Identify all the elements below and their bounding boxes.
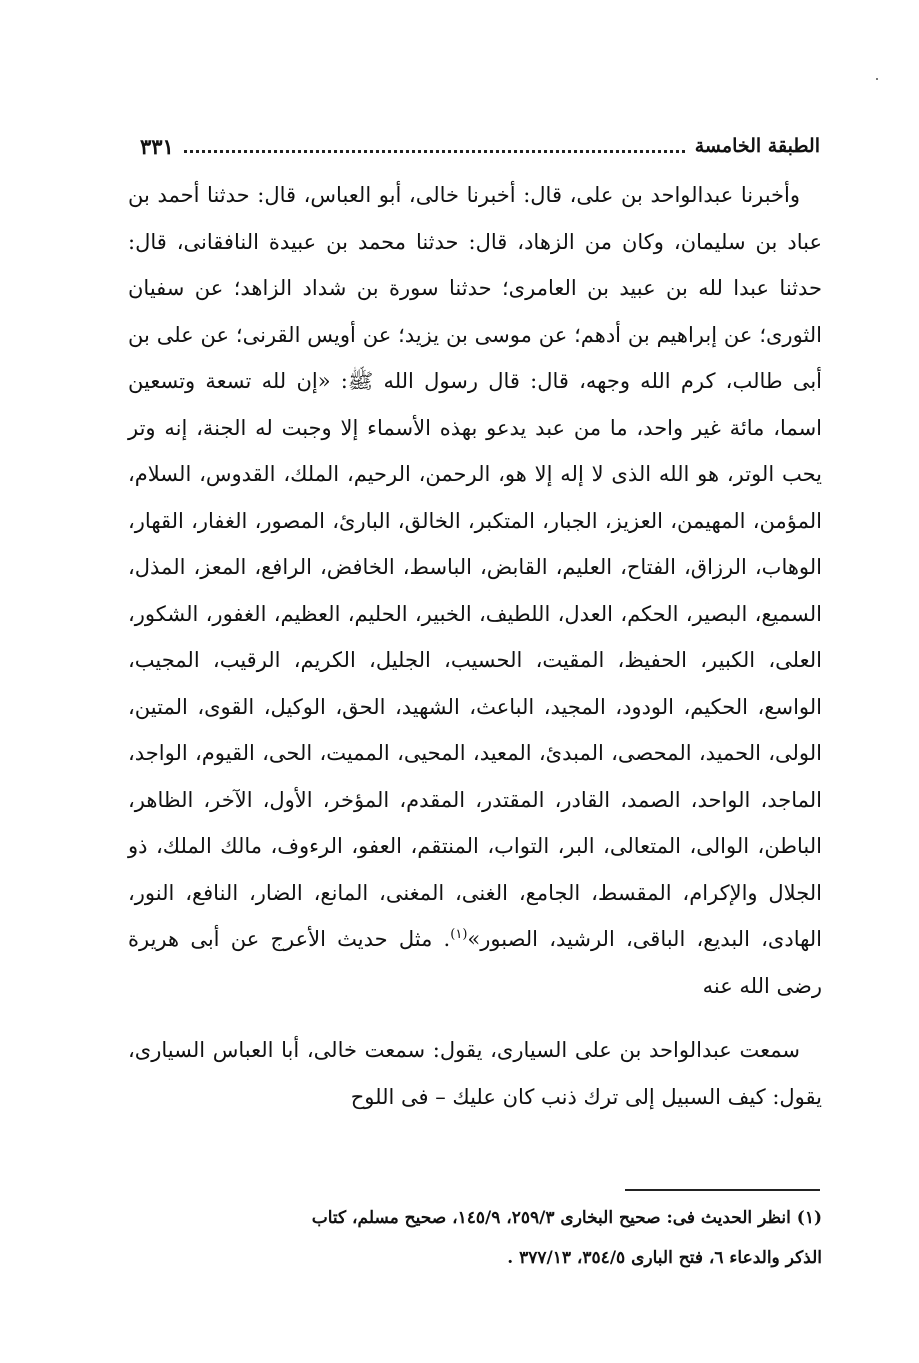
paragraph-1-text: وأخبرنا عبدالواحد بن على، قال: أخبرنا خالى، أبو العباس، قال: حدثنا أحمد بن عباد بن سليمان، وكان من الزهاد، قال: حدثنا محمد بن عبيدة النافقانى، قال: حدثنا عبدا لله بن عبيد بن العامرى؛ حدثنا سورة بن شداد الزاهد؛ عن سفيان الثورى؛ عن إبراهيم بن أدهم؛ عن موسى بن يزيد؛ عن أويس القرنى؛ عن على بن أبى طالب، كرم الله وجهه، قال: قال رسول الله ﷺ: «إن لله تسعة وتسعين اسما، مائة غير واحد، ما من عبد يدعو بهذه الأسماء إلا وجبت له الجنة، إنه وتر يحب الوتر، هو الله الذى لا إله إلا هو، الرحمن، الرحيم، الملك، القدوس، السلام، المؤمن، المهيمن، العزيز، الجبار، المتكبر، الخالق، البارئ، المصور، الغفار، القهار، الوهاب، الرزاق، الفتاح، العليم، القابض، الباسط، الخافض، الرافع، المعز، المذل، السميع، البصير، الحكم، العدل، اللطيف، الخبير، الحليم، العظيم، الغفور، الشكور، العلى، الكبير، الحفيظ، المقيت، الحسيب، الجليل، الكريم، الرقيب، المجيب، الواسع، الحكيم، الودود، المجيد، الباعث، الشهيد، الحق، الوكيل، القوى، المتين، الولى، الحميد، المحصى، المبدئ، المعيد، المحيى، المميت، الحى، القيوم، الواجد، الماجد، الواحد، الصمد، القادر، المقتدر، المقدم، المؤخر، الأول، الآخر، الظاهر، الباطن، الوالى، المتعالى، البر، التواب، المنتقم، العفو، الرءوف، مالك الملك، ذو الجلال والإكرام، المقسط، الجامع، الغنى، المغنى، المانع، الضار، النافع، النور، الهادى، البديع، الباقى، الرشيد، الصبور»	[128, 183, 823, 951]
margin-speck	[876, 78, 878, 80]
footnote-separator	[625, 1189, 820, 1191]
header-dot-leader	[184, 140, 685, 153]
paragraph-1-tail: . مثل حديث الأعرج عن أبى هريرة رضى الله عنه	[128, 927, 822, 998]
footnote-reference: (١)	[450, 927, 468, 942]
page-number: ٣٣١	[140, 133, 174, 159]
footnote-line-1: (١) انظر الحديث فى: صحيح البخارى ٢٥٩/٣، ١٤٥/٩، صحيح مسلم، كتاب	[311, 1208, 822, 1228]
paragraph-sayyari: سمعت عبدالواحد بن على السيارى، يقول: سمعت خالى، أبا العباس السيارى، يقول: كيف السبيل إلى ترك ذنب كان عليك – فى اللوح	[128, 1038, 822, 1109]
running-header	[140, 126, 820, 166]
footnote-line-2: الذكر والدعاء ٦، فتح البارى ٣٥٤/٥، ٣٧٧/١٣ .	[507, 1248, 822, 1268]
main-text	[128, 172, 822, 1120]
paragraph-hadith	[128, 172, 822, 1009]
section-title: الطبقة الخامسة	[694, 135, 820, 157]
footnote	[128, 1198, 822, 1278]
